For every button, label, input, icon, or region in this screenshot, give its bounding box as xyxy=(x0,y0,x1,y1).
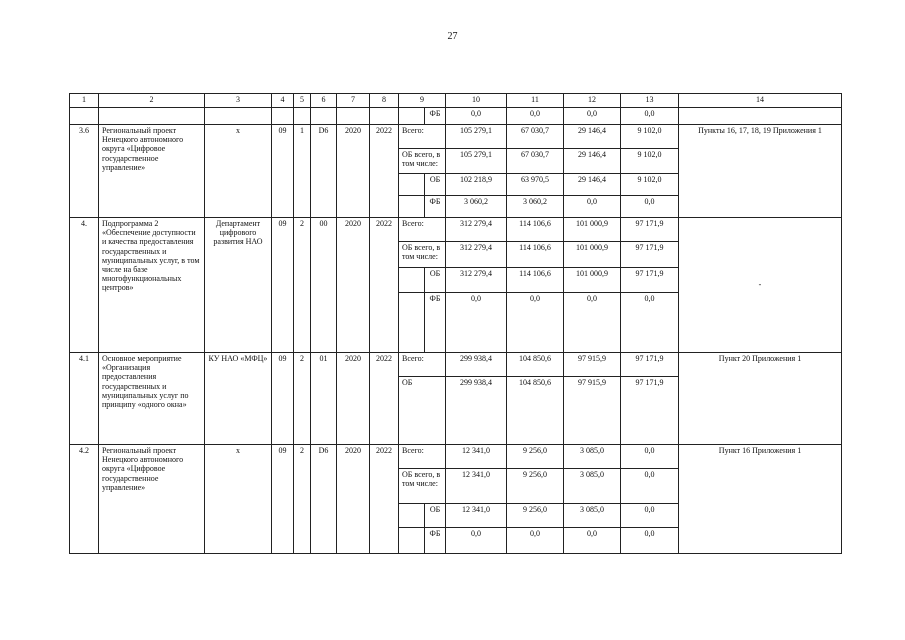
value-cell: 12 341,0 xyxy=(446,504,507,528)
year-end-cell: 2022 xyxy=(370,353,399,445)
empty-cell xyxy=(205,108,272,125)
funding-label-cell: ОБ всего, в том числе: xyxy=(399,242,446,268)
header-cell: 13 xyxy=(621,94,679,108)
fund-cell: ОБ xyxy=(425,504,446,528)
funding-label-cell: Всего: xyxy=(399,218,446,242)
code-cell: D6 xyxy=(311,125,337,218)
value-cell: 104 850,6 xyxy=(507,353,564,377)
header-cell: 14 xyxy=(679,94,842,108)
value-cell: 3 060,2 xyxy=(446,196,507,218)
header-cell: 8 xyxy=(370,94,399,108)
code-cell: 09 xyxy=(272,218,294,353)
funding-label-cell: Всего: xyxy=(399,125,446,149)
empty-cell xyxy=(272,108,294,125)
executor-cell: Департамент цифрового развития НАО xyxy=(205,218,272,353)
value-cell: 0,0 xyxy=(564,293,621,353)
value-cell: 0,0 xyxy=(621,504,679,528)
funding-label-cell: Всего: xyxy=(399,445,446,469)
value-cell: 12 341,0 xyxy=(446,445,507,469)
value-cell: 29 146,4 xyxy=(564,125,621,149)
code-cell: 01 xyxy=(311,353,337,445)
item-name-cell: Подпрограмма 2 «Обеспечение доступности и качества предоставления государственных и муниципальных услуг, в том числе на базе многофункциональных центров» xyxy=(99,218,205,353)
empty-cell xyxy=(399,528,425,554)
value-cell: 3 060,2 xyxy=(507,196,564,218)
empty-cell xyxy=(99,108,205,125)
empty-cell xyxy=(399,293,425,353)
value-cell: 63 970,5 xyxy=(507,174,564,196)
section-row xyxy=(70,125,842,149)
value-cell: 0,0 xyxy=(621,196,679,218)
header-cell: 4 xyxy=(272,94,294,108)
empty-cell xyxy=(399,108,425,125)
value-cell: 97 915,9 xyxy=(564,377,621,445)
note-cell: Пункт 16 Приложения 1 xyxy=(679,445,842,554)
value-cell: 104 850,6 xyxy=(507,377,564,445)
value-cell: 67 030,7 xyxy=(507,125,564,149)
empty-cell xyxy=(311,108,337,125)
value-cell: 114 106,6 xyxy=(507,218,564,242)
note-cell: - xyxy=(679,218,842,353)
item-name-cell: Основное мероприятие «Организация предоставления государственных и муниципальных услуг по принципу «одного окна» xyxy=(99,353,205,445)
value-cell: 3 085,0 xyxy=(564,445,621,469)
header-cell: 6 xyxy=(311,94,337,108)
value-cell: 299 938,4 xyxy=(446,377,507,445)
header-cell: 11 xyxy=(507,94,564,108)
note-cell: Пункты 16, 17, 18, 19 Приложения 1 xyxy=(679,125,842,218)
header-cell: 5 xyxy=(294,94,311,108)
executor-cell: КУ НАО «МФЦ» xyxy=(205,353,272,445)
section-row xyxy=(70,353,842,377)
fund-cell: ФБ xyxy=(425,293,446,353)
year-start-cell: 2020 xyxy=(337,218,370,353)
year-start-cell: 2020 xyxy=(337,353,370,445)
header-row xyxy=(70,94,842,108)
funding-label-cell: Всего: xyxy=(399,353,446,377)
header-cell: 12 xyxy=(564,94,621,108)
value-cell: 312 279,4 xyxy=(446,268,507,293)
value-cell: 0,0 xyxy=(564,196,621,218)
value-cell: 101 000,9 xyxy=(564,268,621,293)
code-cell: 2 xyxy=(294,445,311,554)
empty-cell xyxy=(399,268,425,293)
value-cell: 3 085,0 xyxy=(564,504,621,528)
value-cell: 0,0 xyxy=(507,528,564,554)
row-number-cell: 3.6 xyxy=(70,125,99,218)
value-cell: 114 106,6 xyxy=(507,268,564,293)
value-cell: 9 256,0 xyxy=(507,445,564,469)
year-start-cell: 2020 xyxy=(337,445,370,554)
value-cell: 312 279,4 xyxy=(446,242,507,268)
value-cell: 105 279,1 xyxy=(446,149,507,174)
value-cell: 0,0 xyxy=(621,528,679,554)
value-cell: 97 171,9 xyxy=(621,218,679,242)
value-cell: 0,0 xyxy=(507,108,564,125)
code-cell: 00 xyxy=(311,218,337,353)
empty-cell xyxy=(370,108,399,125)
value-cell: 0,0 xyxy=(564,528,621,554)
code-cell: 2 xyxy=(294,353,311,445)
fund-cell: ФБ xyxy=(425,108,446,125)
executor-cell: х xyxy=(205,125,272,218)
header-cell: 7 xyxy=(337,94,370,108)
fund-cell: ОБ xyxy=(425,268,446,293)
funding-label-cell: ОБ всего, в том числе: xyxy=(399,469,446,504)
value-cell: 97 171,9 xyxy=(621,377,679,445)
budget-table xyxy=(69,93,842,554)
header-cell: 3 xyxy=(205,94,272,108)
section-row xyxy=(70,218,842,242)
value-cell: 0,0 xyxy=(621,108,679,125)
value-cell: 12 341,0 xyxy=(446,469,507,504)
value-cell: 97 915,9 xyxy=(564,353,621,377)
empty-cell xyxy=(294,108,311,125)
value-cell: 299 938,4 xyxy=(446,353,507,377)
value-cell: 0,0 xyxy=(446,293,507,353)
year-end-cell: 2022 xyxy=(370,125,399,218)
page-number: 27 xyxy=(447,31,458,42)
value-cell: 97 171,9 xyxy=(621,242,679,268)
item-name-cell: Региональный проект Ненецкого автономного округа «Цифровое государственное управление» xyxy=(99,125,205,218)
row-number-cell: 4.2 xyxy=(70,445,99,554)
section-row xyxy=(70,445,842,469)
value-cell: 29 146,4 xyxy=(564,149,621,174)
empty-cell xyxy=(399,504,425,528)
header-cell: 1 xyxy=(70,94,99,108)
value-cell: 101 000,9 xyxy=(564,242,621,268)
value-cell: 105 279,1 xyxy=(446,125,507,149)
value-cell: 102 218,9 xyxy=(446,174,507,196)
fund-cell: ФБ xyxy=(425,196,446,218)
year-end-cell: 2022 xyxy=(370,218,399,353)
row-number-cell: 4. xyxy=(70,218,99,353)
header-cell: 9 xyxy=(399,94,446,108)
value-cell: 114 106,6 xyxy=(507,242,564,268)
code-cell: 1 xyxy=(294,125,311,218)
year-start-cell: 2020 xyxy=(337,125,370,218)
value-cell: 0,0 xyxy=(621,445,679,469)
value-cell: 0,0 xyxy=(621,469,679,504)
year-end-cell: 2022 xyxy=(370,445,399,554)
item-name-cell: Региональный проект Ненецкого автономного округа «Цифровое государственное управление» xyxy=(99,445,205,554)
empty-cell xyxy=(679,108,842,125)
empty-cell xyxy=(399,174,425,196)
funding-label-cell: ОБ всего, в том числе: xyxy=(399,149,446,174)
executor-cell: х xyxy=(205,445,272,554)
row-number-cell: 4.1 xyxy=(70,353,99,445)
value-cell: 0,0 xyxy=(507,293,564,353)
value-cell: 97 171,9 xyxy=(621,353,679,377)
value-cell: 0,0 xyxy=(564,108,621,125)
fund-cell: ОБ xyxy=(425,174,446,196)
empty-cell xyxy=(70,108,99,125)
value-cell: 67 030,7 xyxy=(507,149,564,174)
value-cell: 0,0 xyxy=(446,528,507,554)
value-cell: 3 085,0 xyxy=(564,469,621,504)
value-cell: 0,0 xyxy=(446,108,507,125)
continuation-row xyxy=(70,108,842,125)
value-cell: 0,0 xyxy=(621,293,679,353)
value-cell: 9 102,0 xyxy=(621,149,679,174)
header-cell: 2 xyxy=(99,94,205,108)
funding-label-cell: ОБ xyxy=(399,377,446,445)
value-cell: 9 256,0 xyxy=(507,504,564,528)
value-cell: 101 000,9 xyxy=(564,218,621,242)
empty-cell xyxy=(399,196,425,218)
code-cell: D6 xyxy=(311,445,337,554)
value-cell: 9 256,0 xyxy=(507,469,564,504)
value-cell: 312 279,4 xyxy=(446,218,507,242)
value-cell: 9 102,0 xyxy=(621,174,679,196)
note-cell: Пункт 20 Приложения 1 xyxy=(679,353,842,445)
code-cell: 2 xyxy=(294,218,311,353)
value-cell: 97 171,9 xyxy=(621,268,679,293)
code-cell: 09 xyxy=(272,353,294,445)
empty-cell xyxy=(337,108,370,125)
code-cell: 09 xyxy=(272,445,294,554)
code-cell: 09 xyxy=(272,125,294,218)
value-cell: 9 102,0 xyxy=(621,125,679,149)
fund-cell: ФБ xyxy=(425,528,446,554)
header-cell: 10 xyxy=(446,94,507,108)
value-cell: 29 146,4 xyxy=(564,174,621,196)
